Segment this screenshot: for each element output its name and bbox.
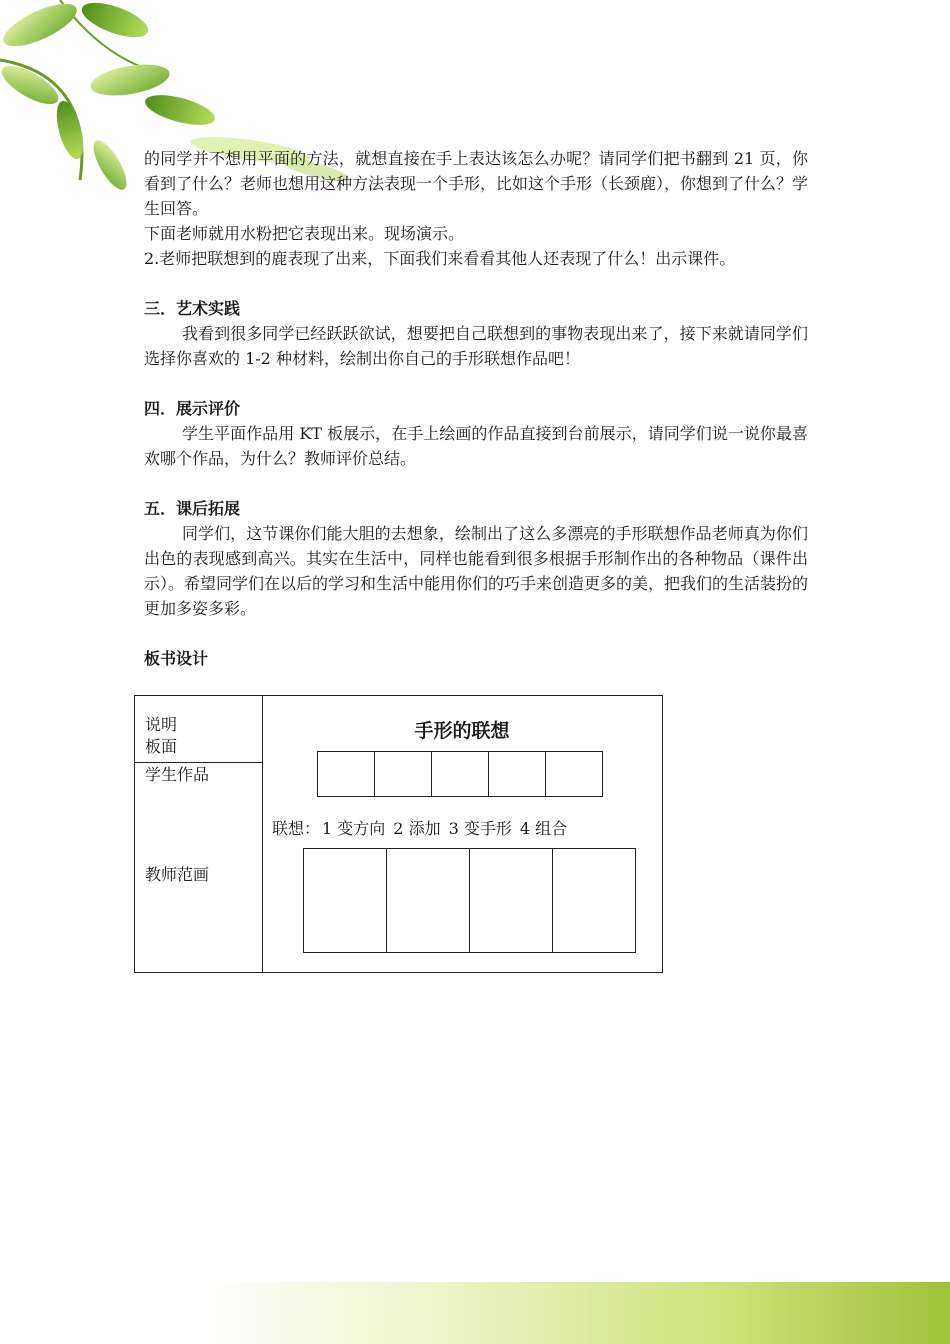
student-works-boxes	[318, 751, 603, 797]
label-explain: 说明 板面	[145, 715, 178, 756]
student-work-box	[488, 751, 546, 797]
section-body: 学生平面作品用 KT 板展示，在手上绘画的作品直接到台前展示，请同学们说一说你最喜欢哪个作品，为什么？教师评价总结。	[144, 424, 808, 468]
document-body	[144, 146, 808, 671]
section-title: 四．展示评价	[144, 399, 241, 418]
student-work-box	[317, 751, 375, 797]
teacher-demo-box	[303, 848, 387, 953]
board-heading: 板书设计	[144, 649, 209, 668]
association-line	[272, 816, 575, 839]
label-teacher-demo: 教师范画	[145, 865, 210, 884]
student-work-box	[545, 751, 603, 797]
association-prefix: 联想：	[272, 819, 321, 838]
teacher-demo-box	[386, 848, 470, 953]
teacher-demo-boxes	[304, 848, 636, 953]
paragraph: 下面老师就用水粉把它表现出来。现场演示。	[144, 224, 465, 243]
footer-gradient-bar	[200, 1282, 950, 1344]
student-work-box	[374, 751, 432, 797]
association-item: 3 变手形	[448, 819, 512, 838]
section-title: 五．课后拓展	[144, 499, 241, 518]
paragraph: 2.老师把联想到的鹿表现了出来，下面我们来看看其他人还表现了什么！出示课件。	[144, 249, 736, 268]
section-body: 我看到很多同学已经跃跃欲试，想要把自己联想到的事物表现出来了，接下来就请同学们选择你喜欢的 1-2 种材料，绘制出你自己的手形联想作品吧！	[144, 324, 808, 368]
association-item: 1 变方向	[322, 819, 386, 838]
association-item: 4 组合	[519, 819, 568, 838]
section-body: 同学们，这节课你们能大胆的去想象，绘制出了这么多漂亮的手形联想作品老师真为你们出色的表现感到高兴。其实在生活中，同样也能看到很多根据手形制作出的各种物品（课件出示）。希望同学们在以后的学习和生活中能用你们的巧手来创造更多的美，把我们的生活装扮的更加多姿多彩。	[144, 524, 809, 618]
table-divider	[135, 762, 262, 763]
teacher-demo-box	[469, 848, 553, 953]
board-title: 手形的联想	[414, 720, 510, 742]
label-student-works: 学生作品	[145, 765, 210, 784]
paragraph: 的同学并不想用平面的方法，就想直接在手上表达该怎么办呢？请同学们把书翻到 21 页，你看到了什么？老师也想用这种方法表现一个手形，比如这个手形（长颈鹿），你想到了什么？学生回答。	[144, 149, 809, 218]
section-title: 三．艺术实践	[144, 299, 241, 318]
teacher-demo-box	[552, 848, 636, 953]
association-item: 2 添加	[393, 819, 441, 838]
blackboard-design-table	[134, 695, 663, 973]
student-work-box	[431, 751, 489, 797]
